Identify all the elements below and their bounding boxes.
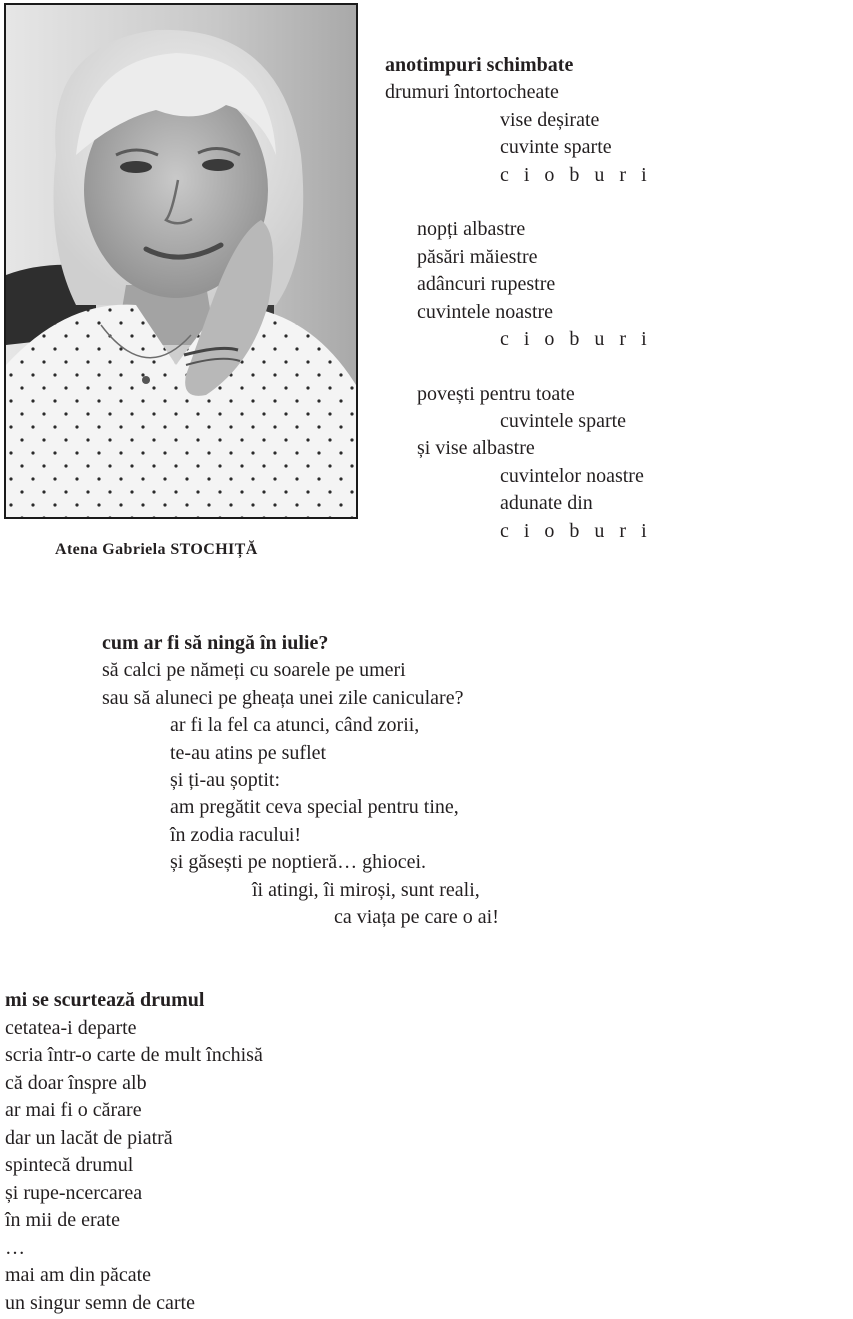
author-photo — [4, 3, 358, 519]
poem-line: un singur semn de carte — [5, 1291, 195, 1314]
poem-line: ar mai fi o cărare — [5, 1099, 142, 1121]
poem-line: spintecă drumul — [5, 1154, 134, 1176]
poem-line: scria într-o carte de mult închisă — [5, 1044, 263, 1066]
poem-line: c i o b u r i — [500, 163, 652, 186]
poem-line: în mii de erate — [5, 1209, 120, 1231]
poem-line: c i o b u r i — [500, 327, 652, 350]
poem-line: povești pentru toate — [417, 382, 575, 405]
poem-line: drumuri întortocheate — [385, 81, 559, 104]
poem-mi-se-scurteaza-drumul — [5, 987, 263, 1317]
author-name-caption: Atena Gabriela STOCHIȚĂ — [55, 541, 258, 558]
poem-line: mai am din păcate — [5, 1264, 152, 1286]
poem-line: vise deșirate — [500, 108, 600, 131]
poem-anotimpuri-schimbate — [385, 52, 652, 545]
poem-line: … — [5, 1236, 25, 1259]
poem-line: și găsești pe noptieră… ghiocei. — [170, 851, 427, 874]
poem-line: în zodia racului! — [170, 823, 302, 846]
poem-line: adâncuri rupestre — [417, 273, 556, 296]
poem-line: cuvinte sparte — [500, 136, 612, 159]
poem-line: cetatea-i departe — [5, 1016, 137, 1039]
poem-line: îi atingi, îi miroși, sunt reali, — [252, 878, 480, 901]
poem-blank-line — [385, 353, 652, 380]
author-portrait-image — [6, 5, 356, 517]
poem-title: cum ar fi să ningă în iulie? — [102, 632, 329, 654]
poem-line: ca viața pe care o ai! — [334, 905, 499, 928]
poem-cum-ar-fi-sa-ninga — [102, 630, 499, 931]
poem-line: adunate din — [500, 492, 593, 515]
poem-line: am pregătit ceva special pentru tine, — [170, 796, 459, 819]
poem-line: te-au atins pe suflet — [170, 741, 327, 764]
poem-line: dar un lacăt de piatră — [5, 1126, 173, 1149]
poem-line: să calci pe nămeți cu soarele pe umeri — [102, 659, 406, 682]
poem-line: sau să aluneci pe gheața unei zile caniculare? — [102, 686, 464, 709]
poem-title: mi se scurtează drumul — [5, 989, 205, 1011]
poem-line: și rupe-ncercarea — [5, 1181, 143, 1204]
poem-line: păsări măiestre — [417, 245, 538, 268]
poem-blank-line — [385, 189, 652, 216]
poem-title: anotimpuri schimbate — [385, 54, 574, 76]
poem-line: ar fi la fel ca atunci, când zorii, — [170, 714, 420, 737]
poem-line: cuvintele sparte — [500, 410, 627, 433]
poem-line: cuvintelor noastre — [500, 464, 644, 487]
poem-line: cuvintele noastre — [417, 300, 554, 323]
poem-line: c i o b u r i — [500, 519, 652, 542]
poem-line: și vise albastre — [417, 437, 535, 460]
poem-line: că doar înspre alb — [5, 1071, 147, 1094]
poem-line: nopți albastre — [417, 218, 526, 241]
poem-line: și ți-au șoptit: — [170, 768, 280, 791]
